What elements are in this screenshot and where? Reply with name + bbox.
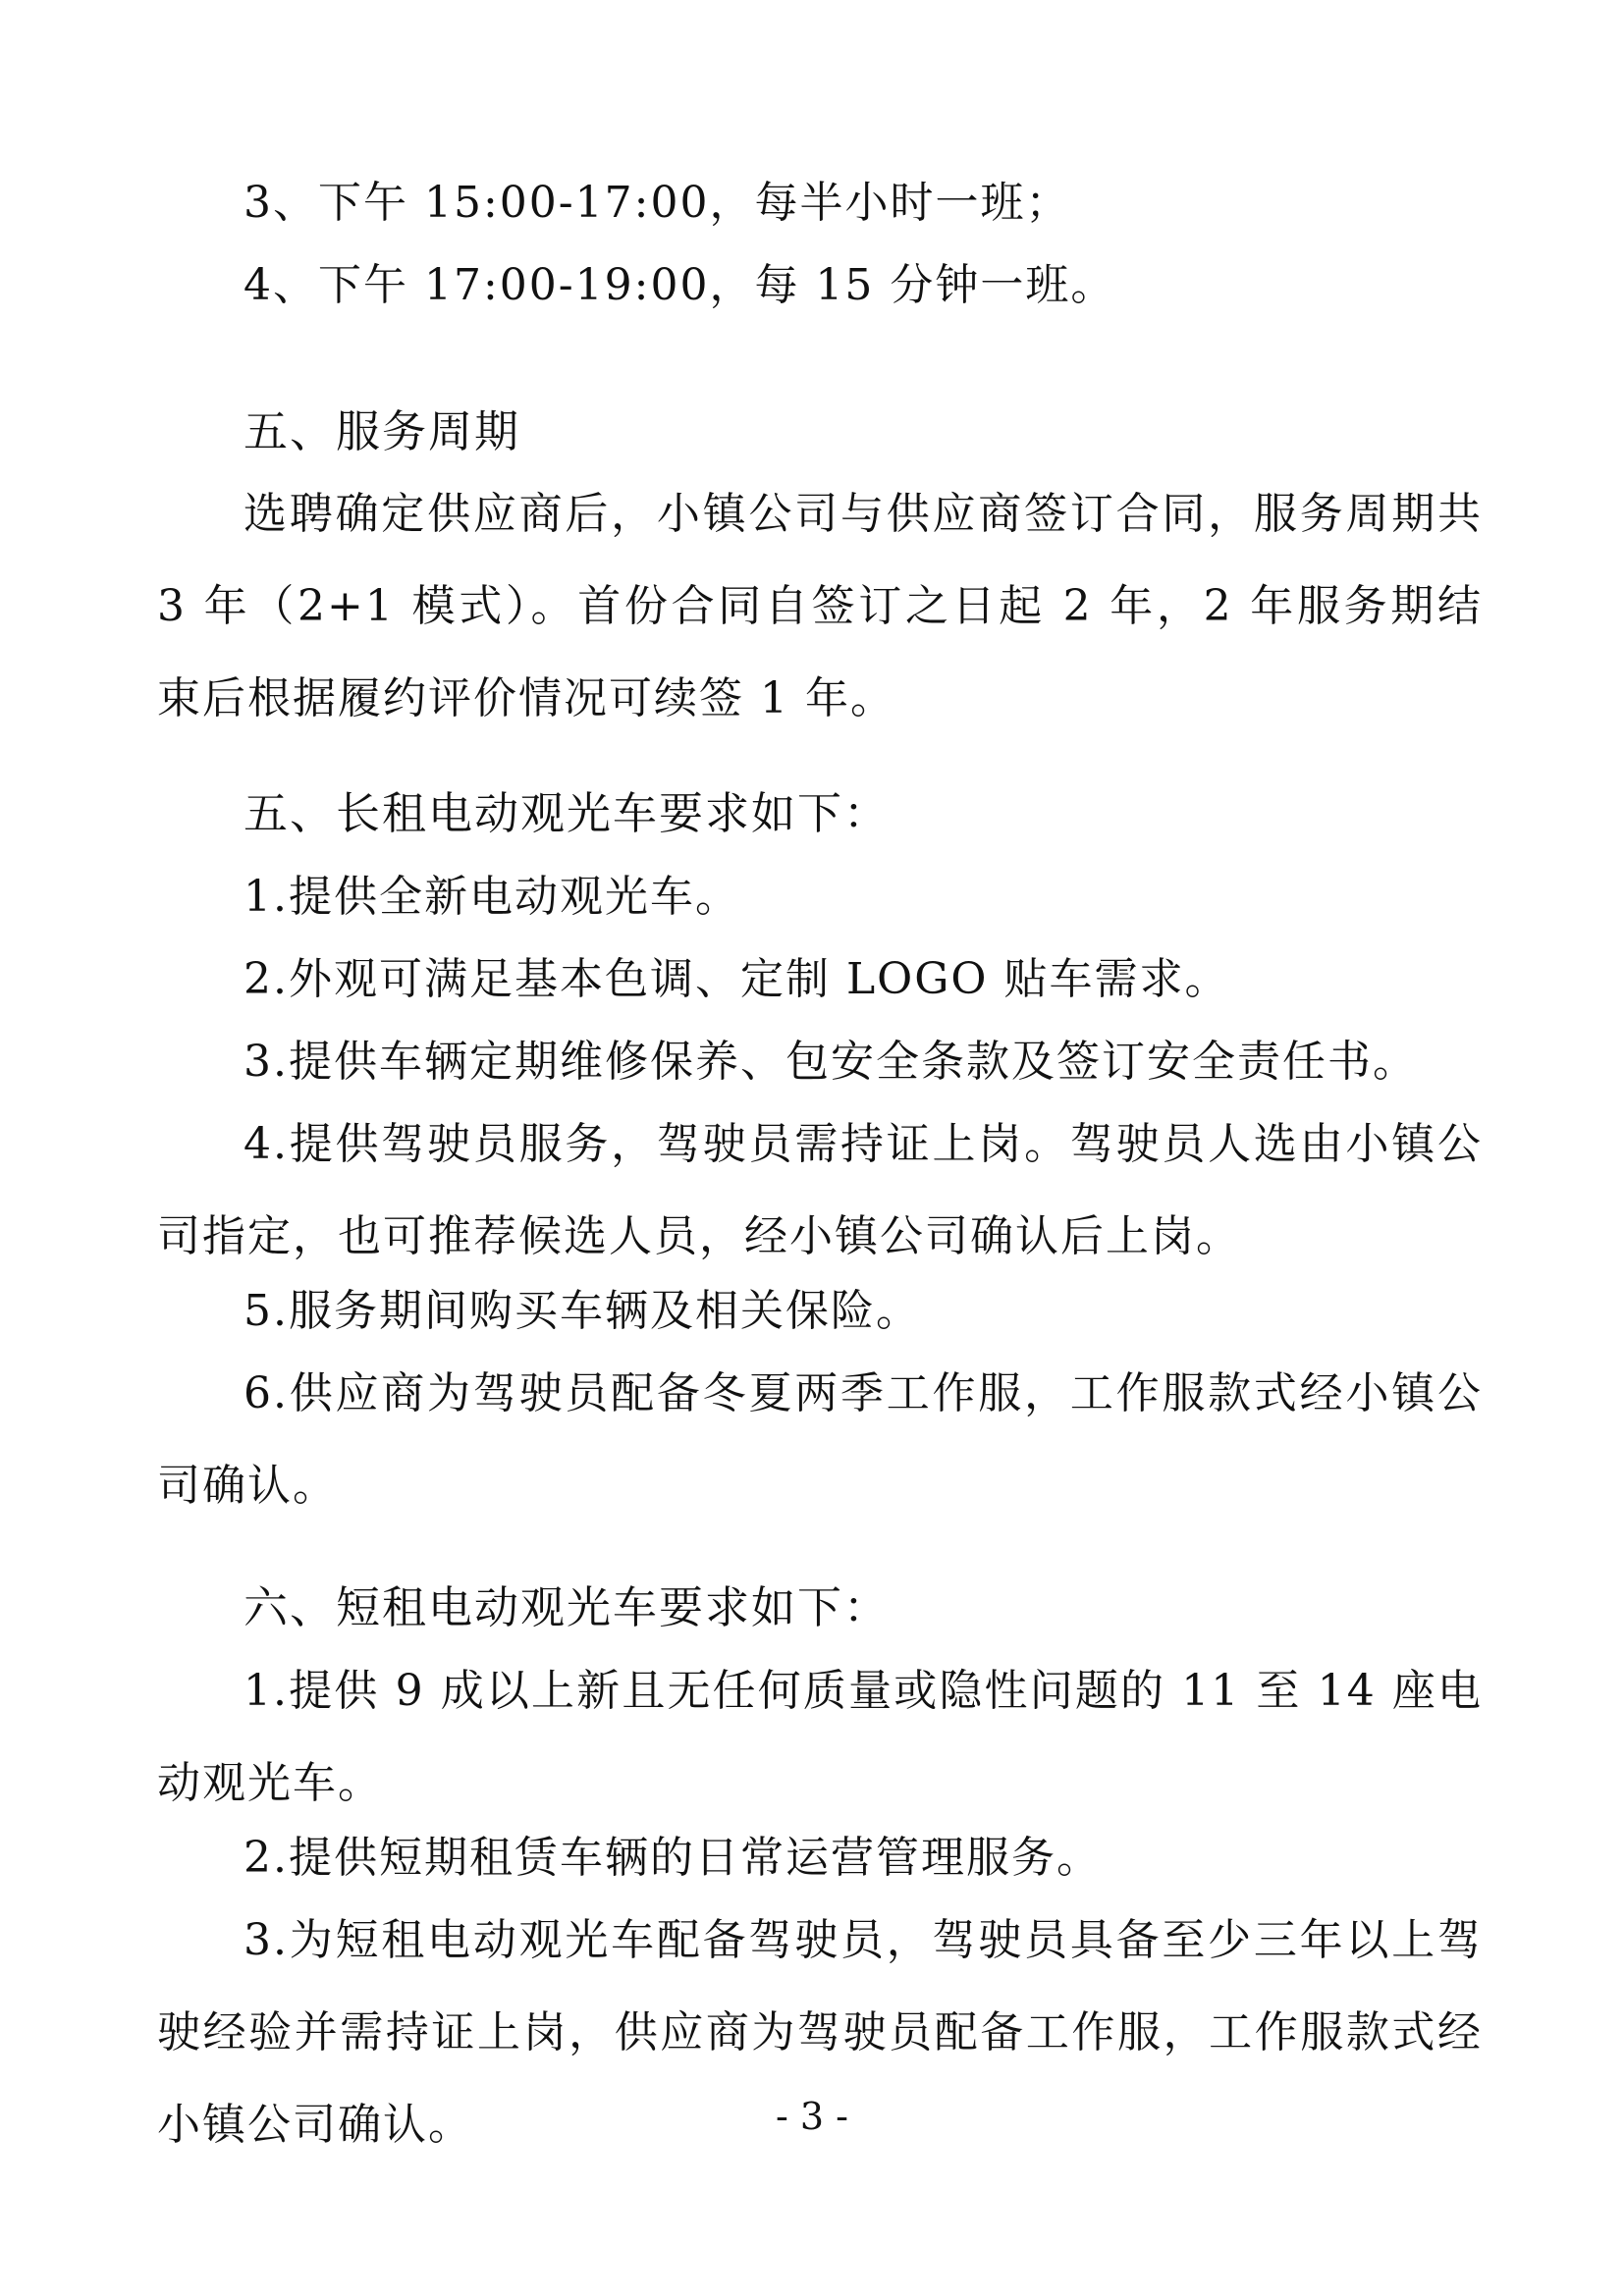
list-item-long-term-6: 6.供应商为驾驶员配备冬夏两季工作服，工作服款式经小镇公司确认。 xyxy=(157,1368,1483,1511)
list-item-short-term-3: 3.为短租电动观光车配备驾驶员，驾驶员具备至少三年以上驾驶经验并需持证上岗，供应商为驾驶员配备工作服，工作服款式经小镇公司确认。 xyxy=(157,1915,1483,2150)
section-heading-long-term-rental: 五、长租电动观光车要求如下： xyxy=(244,787,891,839)
list-item-long-term-4: 4.提供驾驶员服务，驾驶员需持证上岗。驾驶员人选由小镇公司指定，也可推荐候选人员，经小镇公司确认后上岗。 xyxy=(157,1119,1483,1261)
list-item-long-term-2: 2.外观可满足基本色调、定制 LOGO 贴车需求。 xyxy=(244,954,1230,1004)
paragraph-service-period: 选聘确定供应商后，小镇公司与供应商签订合同，服务周期共 3 年（2+1 模式）。首份合同自签订之日起 2 年，2 年服务期结束后根据履约评价情况可续签 1 年。 xyxy=(157,489,1483,723)
page-number: - 3 - xyxy=(775,2095,848,2138)
list-item-long-term-1: 1.提供全新电动观光车。 xyxy=(244,872,740,922)
section-heading-service-period: 五、服务周期 xyxy=(244,405,521,457)
list-item-long-term-3: 3.提供车辆定期维修保养、包安全条款及签订安全责任书。 xyxy=(244,1037,1418,1087)
list-item-long-term-5: 5.服务期间购买车辆及相关保险。 xyxy=(244,1286,921,1336)
paragraph-schedule-3: 3、下午 15:00-17:00，每半小时一班； xyxy=(244,178,1071,228)
section-heading-short-term-rental: 六、短租电动观光车要求如下： xyxy=(244,1581,891,1633)
paragraph-schedule-4: 4、下午 17:00-19:00，每 15 分钟一班。 xyxy=(244,260,1116,310)
list-item-short-term-2: 2.提供短期租赁车辆的日常运营管理服务。 xyxy=(244,1833,1102,1883)
list-item-short-term-1: 1.提供 9 成以上新且无任何质量或隐性问题的 11 至 14 座电动观光车。 xyxy=(157,1666,1483,1808)
